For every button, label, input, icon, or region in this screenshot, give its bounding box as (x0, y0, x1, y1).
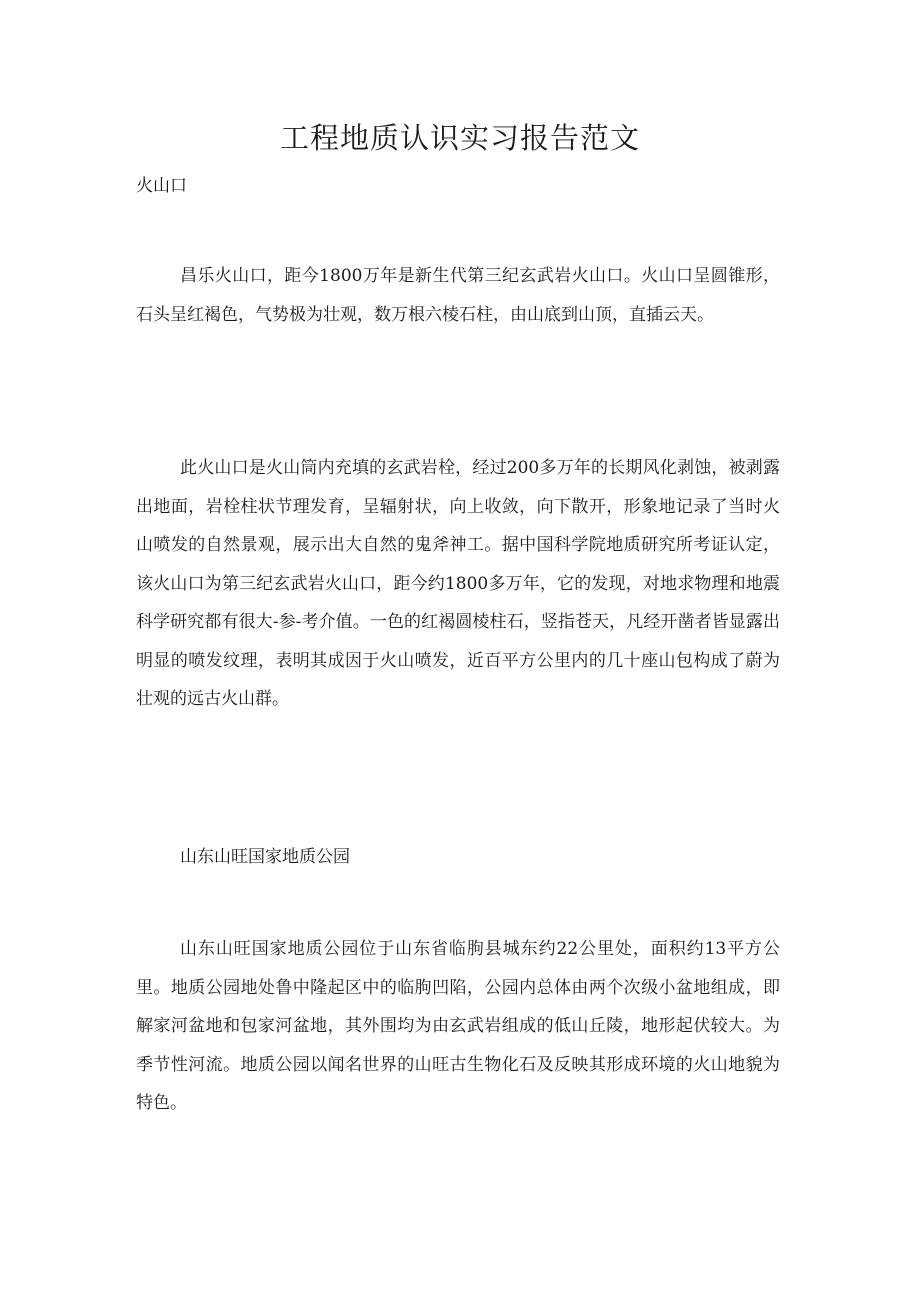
paragraph-volcano-detail: 此火山口是火山筒内充填的玄武岩栓，经过200多万年的长期风化剥蚀，被剥露出地面，岩栓柱状节理发育，呈辐射状，向上收敛，向下散开，形象地记录了当时火山喷发的自然景观，展示出大自然的鬼斧神工。据中国科学院地质研究所考证认定，该火山口为第三纪玄武岩火山口，距今约1800多万年，它的发现，对地求物理和地震科学研究都有很大-参-考介值。一色的红褐圆棱柱石，竖指苍天，凡经开凿者皆显露出明显的喷发纹理，表明其成因于火山喷发，近百平方公里内的几十座山包构成了蔚为壮观的远古火山群。 (136, 458, 780, 709)
document-title: 工程地质认识实习报告范文 (279, 121, 640, 155)
section-heading-volcano-crater: 火山口 (136, 176, 187, 196)
section-heading-shanwang-park: 山东山旺国家地质公园 (180, 847, 350, 867)
paragraph-volcano-intro: 昌乐火山口，距今1800万年是新生代第三纪玄武岩火山口。火山口呈圆锥形，石头呈红褐色，气势极为壮观，数万根六棱石柱，由山底到山顶，直插云天。 (136, 266, 780, 325)
paragraph-shanwang-park: 山东山旺国家地质公园位于山东省临朐县城东约22公里处，面积约13平方公里。地质公园地处鲁中隆起区中的临朐凹陷，公园内总体由两个次级小盆地组成，即解家河盆地和包家河盆地，其外围均为由玄武岩组成的低山丘陵，地形起伏较大。为季节性河流。地质公园以闻名世界的山旺古生物化石及反映其形成环境的火山地貌为特色。 (136, 939, 780, 1113)
